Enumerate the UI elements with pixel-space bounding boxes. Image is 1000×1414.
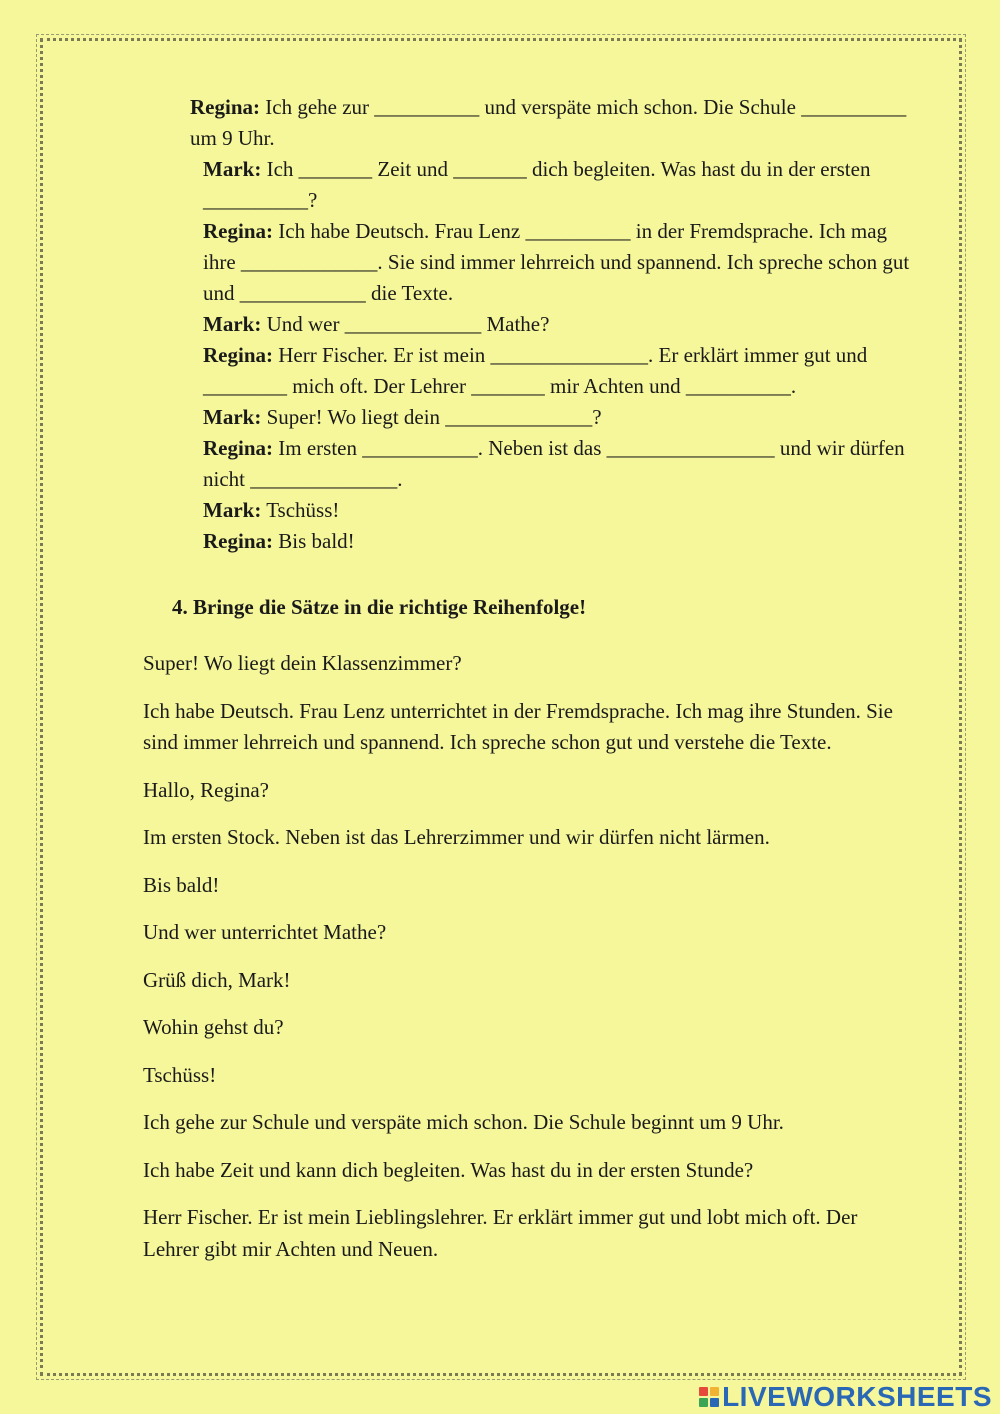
turn-text: Super! Wo liegt dein ______________? [261, 405, 602, 429]
sentence-item[interactable]: Tschüss! [143, 1062, 217, 1087]
logo-square [710, 1398, 719, 1407]
speaker-label: Regina: [203, 529, 273, 553]
logo-square [699, 1398, 708, 1407]
sentence-item[interactable]: Bis bald! [143, 872, 220, 897]
task-heading: 4. Bringe die Sätze in die richtige Reihenfolge! [172, 595, 587, 619]
dialog-turn [190, 495, 920, 526]
dialog-turn [190, 340, 920, 402]
turn-text: Und wer _____________ Mathe? [261, 312, 550, 336]
speaker-label: Regina: [203, 343, 273, 367]
dialog-turn [190, 216, 920, 309]
sentence-item[interactable]: Und wer unterrichtet Mathe? [143, 920, 387, 944]
speaker-label: Regina: [190, 95, 260, 119]
sentence-item[interactable]: Herr Fischer. Er ist mein Lieblingslehrer. Er erklärt immer gut und lobt mich oft. Der Lehrer gibt mir Achten und Neuen. [143, 1205, 858, 1261]
turn-text: Ich gehe zur __________ und verspäte mich schon. Die Schule __________ um 9 Uhr. [190, 95, 907, 150]
sentence-item[interactable]: Grüß dich, Mark! [143, 967, 291, 992]
speaker-label: Regina: [203, 436, 273, 460]
liveworksheets-brand[interactable] [699, 1382, 992, 1412]
turn-text: Bis bald! [273, 529, 355, 553]
dialog-turn [190, 526, 920, 557]
turn-text: Herr Fischer. Er ist mein _______________. Er erklärt immer gut und ________ mich oft. Der Lehrer _______ mir Achten und __________. [203, 343, 868, 398]
speaker-label: Mark: [203, 498, 262, 522]
turn-text: Ich _______ Zeit und _______ dich begleiten. Was hast du in der ersten __________? [203, 157, 871, 212]
sentence-item[interactable]: Ich gehe zur Schule und verspäte mich schon. Die Schule beginnt um 9 Uhr. [143, 1110, 784, 1134]
speaker-label: Mark: [203, 405, 262, 429]
speaker-label: Mark: [203, 312, 262, 336]
brand-name: LIVEWORKSHEETS [722, 1381, 992, 1412]
speaker-label: Mark: [203, 157, 262, 181]
logo-square [699, 1387, 708, 1396]
dialog-turn [190, 433, 920, 495]
sentence-item[interactable]: Super! Wo liegt dein Klassenzimmer? [143, 651, 462, 675]
sentence-item[interactable]: Wohin gehst du? [143, 1015, 284, 1039]
liveworksheets-logo-icon [699, 1387, 719, 1407]
dialog-turn [190, 309, 920, 340]
sentence-item[interactable]: Ich habe Zeit und kann dich begleiten. Was hast du in der ersten Stunde? [143, 1157, 754, 1182]
dialog-turn [190, 154, 920, 216]
turn-text: Ich habe Deutsch. Frau Lenz __________ in der Fremdsprache. Ich mag ihre _____________. Sie sind immer lehrreich und spannend. Ich spreche schon gut und ____________ die Texte. [203, 219, 910, 305]
sentence-item[interactable]: Im ersten Stock. Neben ist das Lehrerzimmer und wir dürfen nicht lärmen. [143, 825, 770, 849]
sentence-item[interactable]: Hallo, Regina? [143, 777, 269, 802]
dialog-turn [190, 92, 920, 154]
speaker-label: Regina: [203, 219, 273, 243]
turn-text: Im ersten ___________. Neben ist das ________________ und wir dürfen nicht ______________. [203, 436, 905, 491]
dialog-turn [190, 402, 920, 433]
sentence-item[interactable]: Ich habe Deutsch. Frau Lenz unterrichtet in der Fremdsprache. Ich mag ihre Stunden. Sie sind immer lehrreich und spannend. Ich spreche schon gut und verstehe die Texte. [143, 698, 893, 754]
logo-square [710, 1387, 719, 1396]
turn-text: Tschüss! [261, 498, 340, 522]
sentence-list [143, 648, 913, 1281]
dialog-exercise [190, 92, 920, 557]
